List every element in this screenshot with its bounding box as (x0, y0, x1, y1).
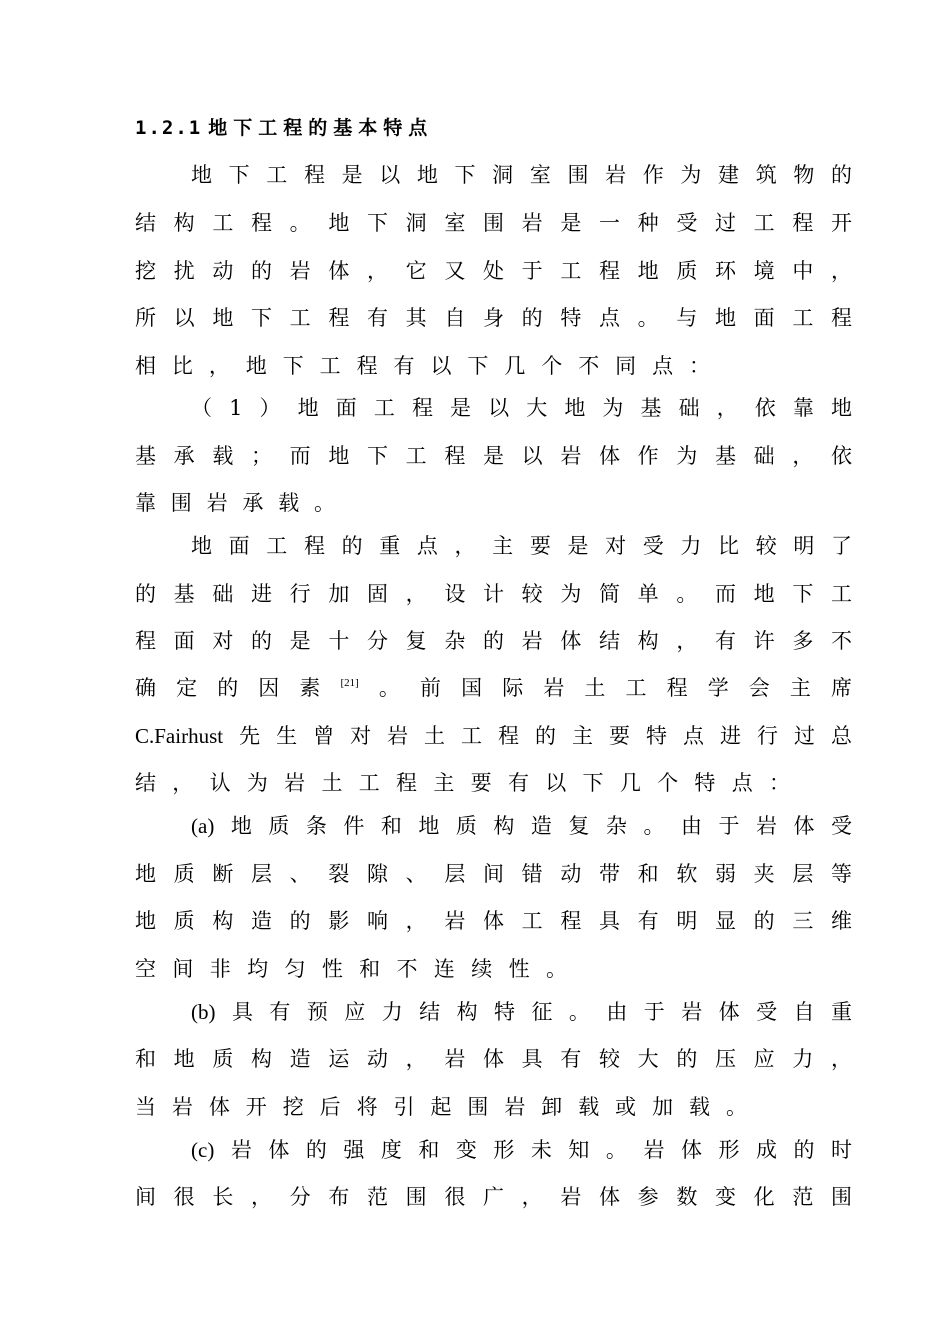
paragraph-line: （1）地面工程是以大地为基础，依靠地 (191, 396, 852, 420)
paragraph-line: 挖扰动的岩体，它又处于工程地质环境中， (135, 259, 852, 283)
section-title: 地下工程的基本特点 (208, 117, 434, 139)
text-run: 具有预应力结构特征。由于岩体受自重 (215, 1000, 852, 1024)
section-heading (135, 116, 433, 140)
item-label: (b) (191, 1000, 216, 1024)
paragraph-line: 结，认为岩土工程主要有以下几个特点： (135, 771, 790, 795)
paragraph-line (191, 812, 852, 840)
citation-ref: [21] (340, 677, 359, 689)
paragraph-line: 基承载；而地下工程是以岩体作为基础，依 (135, 444, 852, 468)
paragraph-line: 地下工程是以地下洞室围岩作为建筑物的 (191, 163, 852, 187)
text-run: 。前国际岩土工程学会主席 (358, 676, 853, 700)
person-name: C.Fairhust (135, 724, 224, 748)
section-number: 1.2.1 (135, 117, 203, 139)
paragraph-line (135, 722, 852, 750)
paragraph-line: 地质构造的影响，岩体工程具有明显的三维 (135, 909, 852, 933)
paragraph-line: 空间非均匀性和不连续性。 (135, 957, 567, 981)
paragraph-line (135, 674, 852, 702)
paragraph-line (191, 998, 852, 1026)
item-label: (c) (191, 1138, 215, 1162)
paragraph-line: 靠围岩承载。 (135, 491, 335, 515)
paragraph-line: 间很长，分布范围很广，岩体参数变化范围 (135, 1185, 852, 1209)
paragraph-line: 和地质构造运动，岩体具有较大的压应力， (135, 1047, 852, 1071)
text-run: 地质条件和地质构造复杂。由于岩体受 (214, 814, 852, 838)
text-run: 岩体的强度和变形未知。岩体形成的时 (214, 1138, 852, 1162)
item-label: (a) (191, 814, 215, 838)
text-run: 确定的因素 (135, 676, 341, 700)
paragraph-line: 的基础进行加固，设计较为简单。而地下工 (135, 582, 852, 606)
paragraph-line: 相比，地下工程有以下几个不同点： (135, 354, 710, 378)
paragraph-line: 当岩体开挖后将引起围岩卸载或加载。 (135, 1095, 747, 1119)
paragraph-line: 地面工程的重点，主要是对受力比较明了 (191, 534, 852, 558)
paragraph-line: 程面对的是十分复杂的岩体结构，有许多不 (135, 629, 852, 653)
paragraph-line (191, 1136, 852, 1164)
paragraph-line: 地质断层、裂隙、层间错动带和软弱夹层等 (135, 862, 852, 886)
paragraph-line: 所以地下工程有其自身的特点。与地面工程 (135, 306, 852, 330)
paragraph-line: 结构工程。地下洞室围岩是一种受过工程开 (135, 211, 852, 235)
text-run: 先生曾对岩土工程的主要特点进行过总 (223, 724, 852, 748)
